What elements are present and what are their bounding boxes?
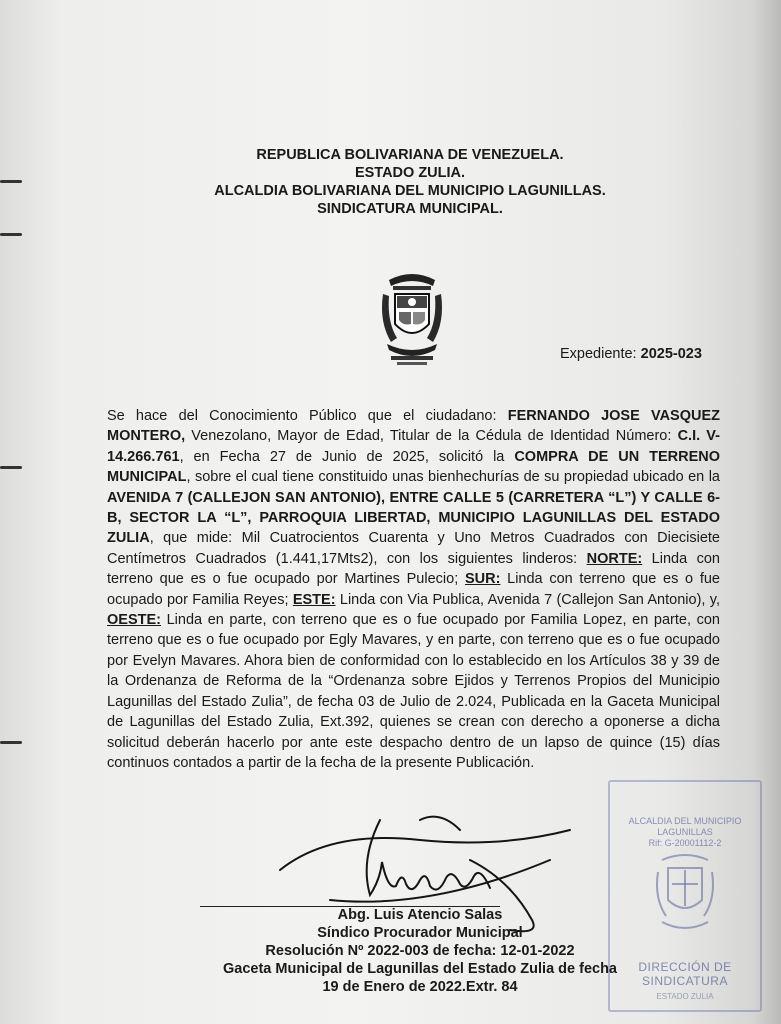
stamp-emblem-icon — [652, 852, 718, 942]
boundary-north-label: NORTE: — [586, 550, 643, 567]
body-text: , en Fecha 27 de Junio de 2025, solicitó la — [179, 448, 515, 465]
stamp-footer: ESTADO ZULIA — [656, 992, 714, 1001]
header-line-alcaldia: ALCALDIA BOLIVARIANA DEL MUNICIPIO LAGUNILLAS. — [214, 183, 606, 199]
stamp-header-line: ALCALDIA DEL MUNICIPIO LAGUNILLAS — [628, 816, 742, 837]
expediente-label — [560, 346, 702, 362]
request-type: COMPRA DE UN TERRENO MUNICIPAL — [107, 448, 720, 486]
expediente-number: 2025-023 — [640, 346, 702, 362]
header-line-sindicatura: SINDICATURA MUNICIPAL. — [317, 201, 503, 217]
id-number: C.I. V-14.266.761 — [107, 428, 720, 465]
boundary-south-label: SUR: — [464, 571, 501, 588]
stamp-office-line: DIRECCIÓN DE — [638, 960, 732, 974]
stamp-office-line: SINDICATURA — [642, 974, 728, 988]
body-text: , que mide: Mil Cuatrocientos Cuarenta y Uno Metros Cuadrados con Diecisiete Centímetros Cuadrados (1.441,17Mts2), con los siguientes linderos: — [107, 530, 720, 567]
body-text: Linda con terreno que es o fue ocupado por Martines Pulecio; — [107, 550, 720, 588]
binding-mark — [0, 741, 22, 744]
gazette-line: Gaceta Municipal de Lagunillas del Estado Zulia de fecha — [222, 961, 617, 977]
binding-mark — [0, 466, 22, 469]
notice-body-paragraph — [107, 406, 720, 773]
boundary-east-label: ESTE: — [292, 591, 336, 608]
coat-of-arms-emblem — [377, 272, 447, 368]
expediente-label-text: Expediente: — [560, 346, 637, 362]
header-line-republic: REPUBLICA BOLIVARIANA DE VENEZUELA. — [256, 147, 564, 163]
body-text: Venezolano, Mayor de Edad, Titular de la Cédula de Identidad Número: — [185, 428, 678, 445]
property-location: AVENIDA 7 (CALLEJON SAN ANTONIO), ENTRE CALLE 5 (CARRETERA “L”) Y CALLE 6-B, SECTOR LA “L”, PARROQUIA LIBERTAD, MUNICIPIO LAGUNILLAS DEL ESTADO ZULIA — [107, 489, 720, 547]
signature-block — [180, 906, 660, 996]
header-line-state: ESTADO ZULIA. — [354, 165, 466, 181]
binding-mark — [0, 233, 22, 236]
resolution-line: Resolución Nº 2022-003 de fecha: 12-01-2022 — [265, 943, 575, 959]
body-text: Linda con Via Publica, Avenida 7 (Callejon San Antonio), y, — [335, 591, 720, 608]
citizen-name: FERNANDO JOSE VASQUEZ MONTERO, — [107, 408, 720, 445]
stamp-rif: Rif: G-20001112-2 — [648, 838, 722, 848]
body-text: Se hace del Conocimiento Público que el ciudadano: — [107, 408, 508, 424]
document-header — [160, 146, 660, 218]
binding-mark — [0, 180, 22, 183]
body-text: Linda con terreno que es o fue ocupado por Familia Reyes; — [107, 571, 720, 608]
body-text: , sobre el cual tiene constituido unas bienhechurías de su propiedad ubicado en la — [186, 469, 720, 486]
body-text: Linda en parte, con terreno que es o fue ocupado por Familia Lopez, en parte, con terreno que es o fue ocupado por Egly Mavares, y en parte, con terreno que es o fue ocupado por Evelyn Mavares. Ahora bien de conformidad con lo establecido en los Artículos 38 y 39 de la Ordenanza de Reforma de la “Ordenanza sobre Ejidos y Terrenos Propios del Municipio Lagunillas del Estado Zulia”, de fecha 03 de Julio de 2.024, Publicada en la Gaceta Municipal de Lagunillas del Estado Zulia, Ext.392, quienes se crean con derecho a oponerse a dicha solicitud deberán hacerlo por ante este despacho dentro de un lapso de quince (15) días continuos contados a partir de la fecha de la presente Publicación. — [107, 612, 720, 771]
boundary-west-label: OESTE: — [107, 612, 161, 629]
stamp-header — [618, 816, 752, 849]
signer-title: Síndico Procurador Municipal — [317, 925, 523, 941]
gazette-date-line: 19 de Enero de 2022.Extr. 84 — [322, 979, 518, 995]
signer-name: Abg. Luis Atencio Salas — [337, 907, 503, 923]
